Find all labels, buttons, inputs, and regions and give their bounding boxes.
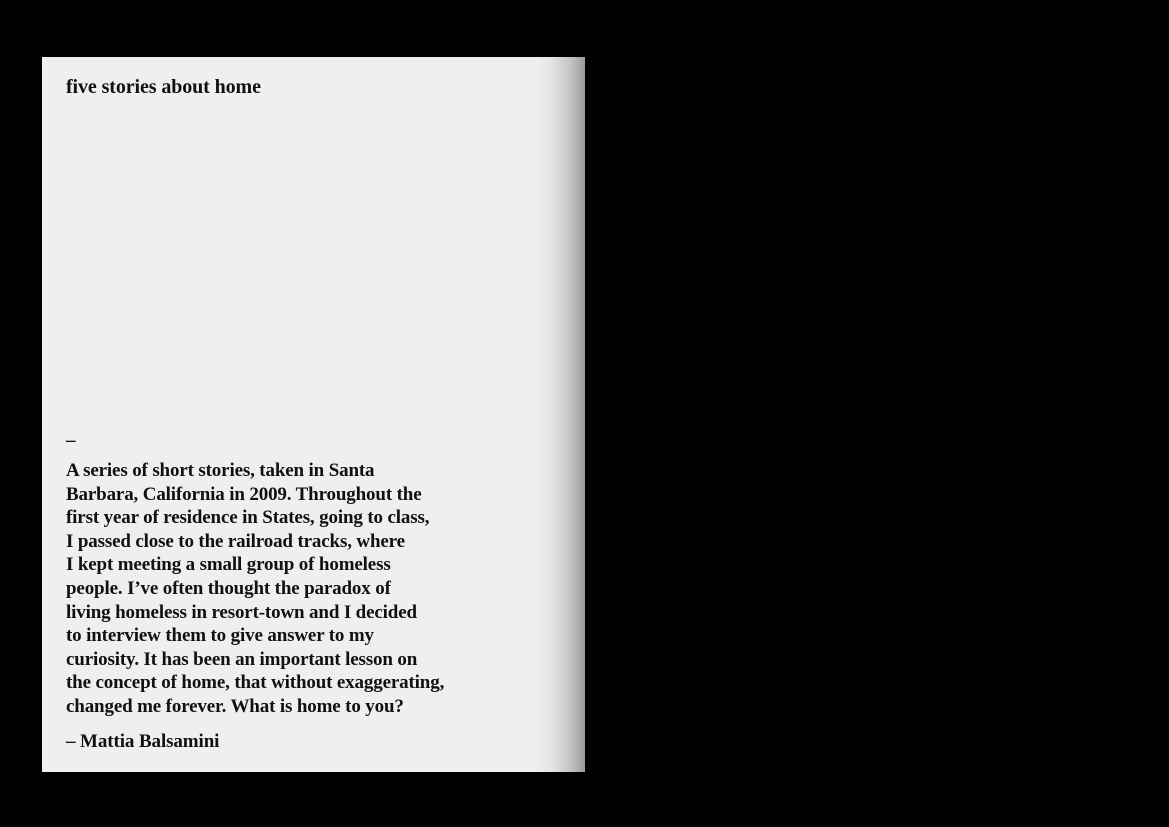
intro-line: Barbara, California in 2009. Throughout the <box>66 483 422 505</box>
intro-paragraph <box>66 459 566 719</box>
intro-line: I passed close to the railroad tracks, where <box>66 530 405 552</box>
document-page <box>42 57 585 772</box>
intro-line: changed me forever. What is home to you? <box>66 695 404 717</box>
intro-line: I kept meeting a small group of homeless <box>66 554 391 576</box>
page-title: five stories about home <box>66 76 261 98</box>
intro-line: the concept of home, that without exaggerating, <box>66 672 445 694</box>
intro-line: first year of residence in States, going to class, <box>66 507 430 529</box>
intro-line: living homeless in resort-town and I decided <box>66 601 417 623</box>
intro-line: A series of short stories, taken in Santa <box>66 460 375 481</box>
intro-line: people. I’ve often thought the paradox of <box>66 577 391 599</box>
intro-line: to interview them to give answer to my <box>66 625 374 647</box>
separator-dash: – <box>66 430 76 451</box>
author-signature: – Mattia Balsamini <box>66 731 220 752</box>
intro-line: curiosity. It has been an important lesson on <box>66 648 418 670</box>
